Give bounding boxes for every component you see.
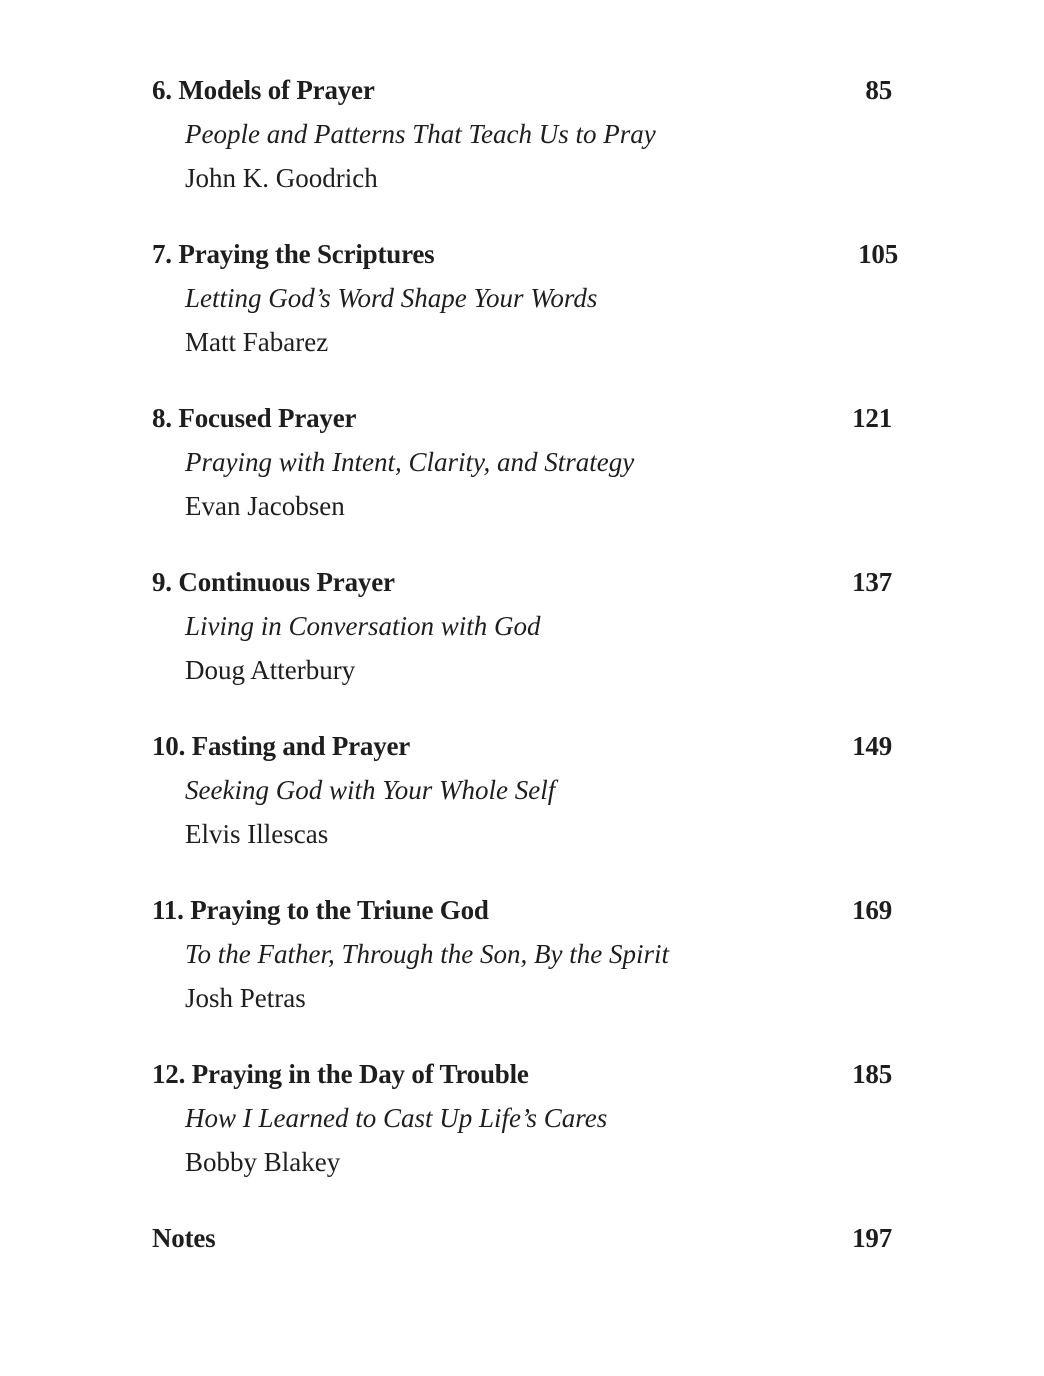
toc-row (152, 724, 892, 768)
page-number: 137 (852, 567, 892, 597)
chapter-author: Matt Fabarez (185, 327, 329, 357)
chapter-author: Bobby Blakey (185, 1147, 341, 1177)
chapter-subtitle: Living in Conversation with God (185, 611, 541, 641)
toc-row (152, 1052, 892, 1096)
toc-entry-chapter-11 (152, 888, 892, 1052)
toc-row (152, 888, 892, 932)
chapter-title: 8. Focused Prayer (152, 403, 357, 433)
toc-entry-chapter-10 (152, 724, 892, 888)
toc-row (152, 68, 892, 112)
chapter-title: 11. Praying to the Triune God (152, 895, 489, 925)
page-number: 185 (852, 1059, 892, 1089)
chapter-subtitle: Praying with Intent, Clarity, and Strategy (185, 447, 635, 477)
toc-row (152, 232, 898, 276)
chapter-subtitle: Seeking God with Your Whole Self (185, 775, 556, 805)
page-number: 85 (865, 75, 892, 105)
chapter-title: 12. Praying in the Day of Trouble (152, 1059, 529, 1089)
toc-row (152, 560, 892, 604)
chapter-author: Josh Petras (185, 983, 306, 1013)
page-number: 197 (852, 1223, 892, 1253)
page-number: 121 (852, 403, 892, 433)
toc-entry-chapter-12 (152, 1052, 892, 1216)
toc-row (152, 396, 892, 440)
chapter-title: 7. Praying the Scriptures (152, 239, 435, 269)
chapter-subtitle: How I Learned to Cast Up Life’s Cares (185, 1103, 608, 1133)
chapter-title: 9. Continuous Prayer (152, 567, 395, 597)
toc-entry-chapter-9 (152, 560, 892, 724)
page-number: 169 (852, 895, 892, 925)
table-of-contents (152, 68, 898, 1260)
toc-row (152, 1216, 892, 1260)
chapter-author: John K. Goodrich (185, 163, 378, 193)
toc-entry-chapter-7 (152, 232, 898, 396)
toc-entry-chapter-6 (152, 68, 892, 232)
chapter-subtitle: Letting God’s Word Shape Your Words (185, 283, 598, 313)
chapter-title: 6. Models of Prayer (152, 75, 375, 105)
chapter-author: Elvis Illescas (185, 819, 329, 849)
notes-title: Notes (152, 1223, 216, 1253)
chapter-author: Doug Atterbury (185, 655, 356, 685)
chapter-author: Evan Jacobsen (185, 491, 345, 521)
page-number: 105 (858, 239, 898, 269)
chapter-title: 10. Fasting and Prayer (152, 731, 411, 761)
page-number: 149 (852, 731, 892, 761)
toc-entry-notes (152, 1216, 892, 1260)
chapter-subtitle: To the Father, Through the Son, By the Spirit (185, 939, 669, 969)
chapter-subtitle: People and Patterns That Teach Us to Pray (185, 119, 656, 149)
toc-entry-chapter-8 (152, 396, 892, 560)
